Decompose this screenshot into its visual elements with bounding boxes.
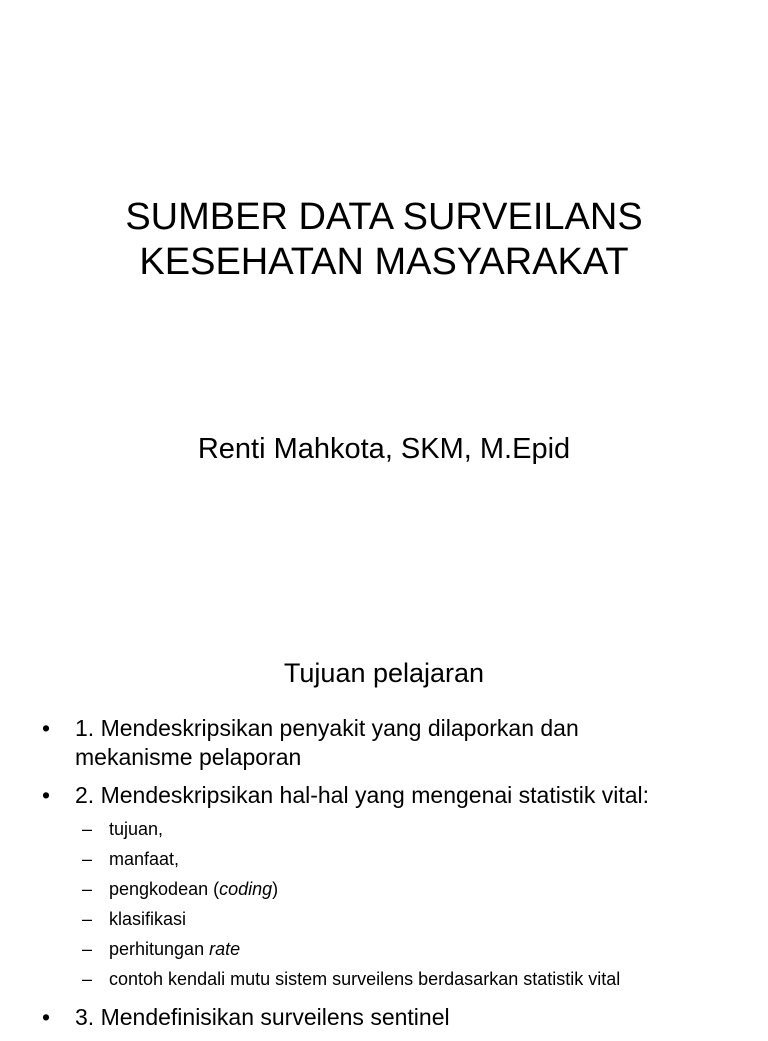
objective-1-line-2: mekanisme pelaporan <box>75 744 302 770</box>
sub-item-text-post: ) <box>272 879 279 899</box>
dash-icon: – <box>82 939 93 959</box>
bullet-icon: • <box>42 715 51 741</box>
bullet-icon: • <box>42 782 51 808</box>
objective-item-3 <box>0 1003 768 1032</box>
vital-statistics-sublist <box>75 814 768 994</box>
objectives-list <box>0 714 768 1041</box>
slide-title <box>0 195 768 285</box>
dash-icon: – <box>82 969 93 989</box>
dash-icon: – <box>82 819 93 839</box>
dash-icon: – <box>82 849 93 869</box>
sub-item-text: tujuan, <box>109 819 164 839</box>
sub-item-text: manfaat, <box>109 849 180 869</box>
sub-item-text-italic: rate <box>209 939 241 959</box>
sub-item-text: klasifikasi <box>109 909 187 929</box>
slide-title-line-1: SUMBER DATA SURVEILANS <box>125 196 643 238</box>
objective-1-line-1: 1. Mendeskripsikan penyakit yang dilaporkan dan <box>75 715 579 741</box>
objective-2-text: 2. Mendeskripsikan hal-hal yang mengenai statistik vital: <box>75 782 650 808</box>
sub-item <box>0 904 768 934</box>
sub-item <box>0 964 768 994</box>
author-name: Renti Mahkota, SKM, M.Epid <box>197 433 571 465</box>
dash-icon: – <box>82 909 93 929</box>
section-title: Tujuan pelajaran <box>283 658 485 688</box>
sub-item <box>0 874 768 904</box>
bullet-icon: • <box>42 1004 51 1030</box>
objective-3-text: 3. Mendefinisikan surveilens sentinel <box>75 1004 450 1030</box>
sub-item <box>0 814 768 844</box>
sub-item-text: contoh kendali mutu sistem surveilens berdasarkan statistik vital <box>109 969 621 989</box>
sub-item-text-pre: pengkodean ( <box>109 879 220 899</box>
dash-icon: – <box>82 879 93 899</box>
sub-item-text-pre: perhitungan <box>109 939 210 959</box>
sub-item <box>0 934 768 964</box>
objective-item-1 <box>0 714 768 772</box>
sub-item-text-italic: coding <box>219 879 273 899</box>
sub-item <box>0 844 768 874</box>
objective-item-2 <box>0 781 768 994</box>
slide-title-line-2: KESEHATAN MASYARAKAT <box>139 241 629 283</box>
